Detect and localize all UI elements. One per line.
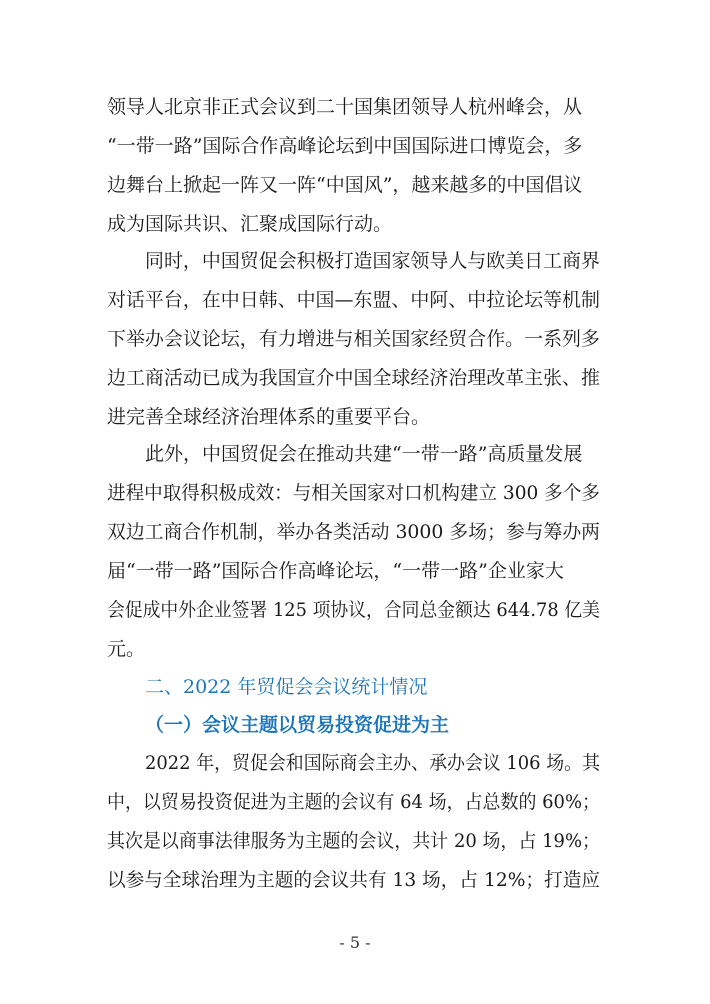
text-line: 元。	[107, 638, 146, 660]
text-line: 2022 年，贸促会和国际商会主办、承办会议 106 场。其	[145, 752, 600, 774]
text-line: 边舞台上掀起一阵又一阵“中国风”，越来越多的中国倡议	[107, 174, 583, 196]
text-line: 对话平台，在中日韩、中国—东盟、中阿、中拉论坛等机制	[107, 289, 600, 311]
sub-heading-text: （一）会议主题以贸易投资促进为主	[145, 714, 450, 736]
text-line: 此外，中国贸促会在推动共建“一带一路”高质量发展	[145, 443, 583, 465]
text-line: 中，以贸易投资促进为主题的会议有 64 场，占总数的 60%；	[107, 791, 601, 813]
text-line: 领导人北京非正式会议到二十国集团领导人杭州峰会，从	[107, 96, 583, 118]
text-line: 进程中取得积极成效：与相关国家对口机构建立 300 多个多	[107, 482, 601, 504]
text-line: 以参与全球治理为主题的会议共有 13 场，占 12%；打造应	[107, 869, 600, 891]
text-line: 进完善全球经济治理体系的重要平台。	[107, 406, 431, 428]
text-line: 下举办会议论坛，有力增进与相关国家经贸合作。一系列多	[107, 328, 600, 350]
text-line: 边工商活动已成为我国宣介中国全球经济治理改革主张、推	[107, 367, 600, 389]
text-line: 双边工商合作机制，举办各类活动 3000 多场；参与筹办两	[107, 521, 601, 543]
text-line: 会促成中外企业签署 125 项协议，合同总金额达 644.78 亿美	[107, 599, 600, 621]
text-line: 届“一带一路”国际合作高峰论坛，“一带一路”企业家大	[107, 560, 564, 582]
text-line: 同时，中国贸促会积极打造国家领导人与欧美日工商界	[145, 250, 601, 272]
text-line: 其次是以商事法律服务为主题的会议，共计 20 场，占 19%；	[107, 830, 601, 852]
page-number: - 5 -	[339, 933, 371, 952]
text-line: “一带一路”国际合作高峰论坛到中国国际进口博览会，多	[107, 135, 583, 157]
text-line: 成为国际共识、汇聚成国际行动。	[107, 213, 393, 235]
section-heading-text: 二、2022 年贸促会会议统计情况	[145, 676, 428, 698]
